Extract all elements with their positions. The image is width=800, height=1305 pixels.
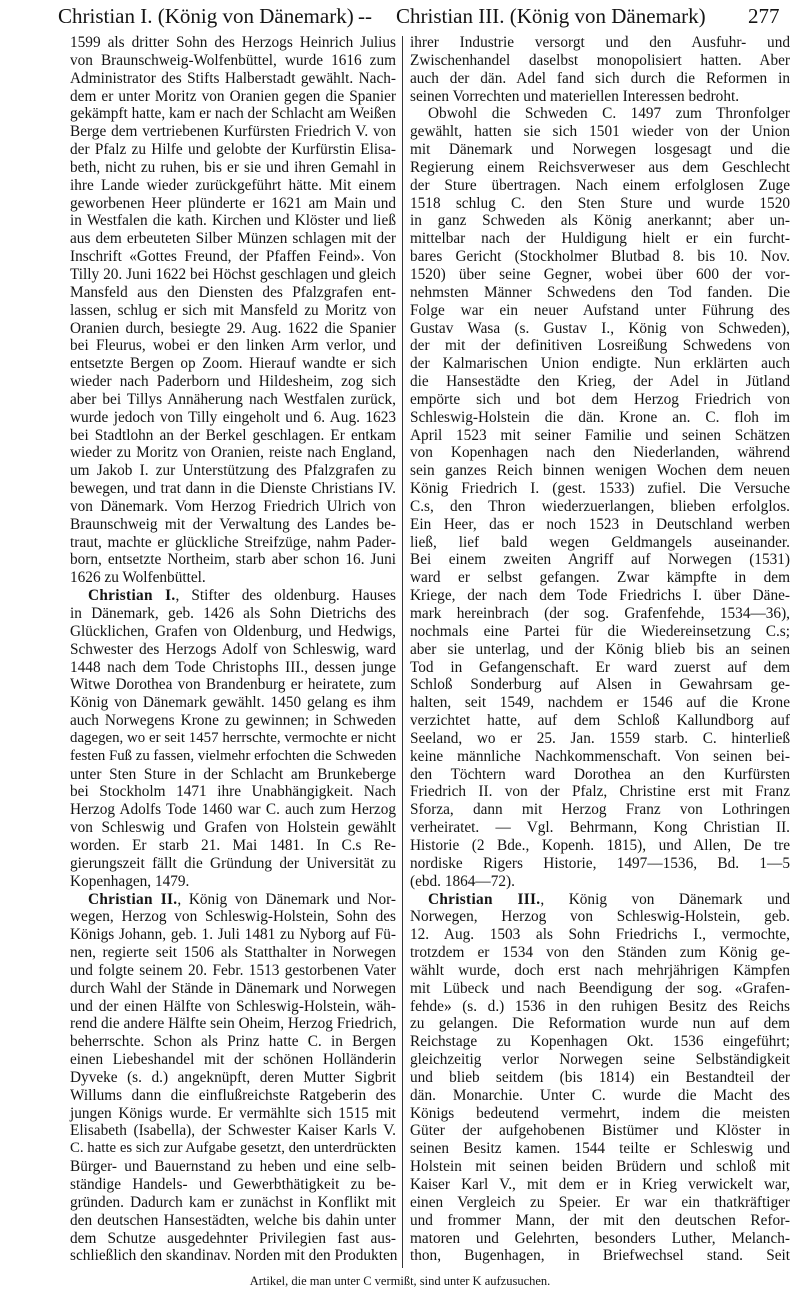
- line-text: König von Dänemark gewählt. 1450 gelang es ihm: [70, 694, 396, 712]
- text-line: [70, 70, 396, 88]
- line-text: einen Liebeshandel mit der schönen Holländerin: [70, 1051, 396, 1069]
- line-text: trotzdem er 1534 von den Ständen zum König ge-: [410, 944, 790, 962]
- text-line: [70, 1140, 396, 1158]
- page-footer-note: Artikel, die man unter C vermißt, sind unter K aufzusuchen.: [249, 1274, 551, 1288]
- line-text: der Kalmarischen Union endigte. Nun erklärten auch: [410, 355, 790, 373]
- line-text: nochmals eine Partei für die Wiedereinsetzung C.s;: [410, 622, 790, 640]
- line-text: in ganz Schweden als König anerkannt; aber un-: [410, 212, 790, 230]
- line-text: C.s, den Thron wiederzuerlangen, blieben erfolglos.: [410, 497, 790, 515]
- text-line: [70, 212, 396, 230]
- line-text: Gustav Wasa (s. Gustav I., König von Schweden),: [410, 319, 790, 337]
- text-line: [410, 1069, 790, 1087]
- line-text: thon, Bugenhagen, in Briefwechsel stand. Seit: [410, 1247, 790, 1265]
- text-line: [70, 195, 396, 213]
- text-line: [70, 302, 396, 320]
- text-line: [410, 676, 790, 694]
- line-text: aus dem erbeuteten Silber Münzen schlagen mit der: [70, 230, 396, 248]
- right-column: [410, 34, 790, 1265]
- line-text: in Westfalen die kath. Kirchen und Klöster und ließ: [70, 212, 396, 230]
- line-text: Norwegen, Herzog von Schleswig-Holstein, geb.: [410, 908, 790, 926]
- line-text: fehde» (s. d.) 1536 in den ruhigen Besitz des Reichs: [410, 997, 790, 1015]
- text-line: [70, 391, 396, 409]
- line-text: wieder nach Paderborn und Hildesheim, zog sich: [70, 373, 396, 391]
- text-line: [410, 1105, 790, 1123]
- text-line: [410, 730, 790, 748]
- text-line: [410, 819, 790, 837]
- line-text: nehmsten Männer Schwedens den Tod fanden. Die: [410, 283, 790, 301]
- line-text: nordiske Rigers Historie, 1497—1536, Bd. 1—5: [410, 854, 790, 872]
- text-line: [70, 1087, 396, 1105]
- line-text: einen Vergleich zu Speier. Er war ein thatkräftiger: [410, 1193, 790, 1211]
- text-line: [410, 534, 790, 552]
- column-divider: [402, 36, 403, 1268]
- text-line: [410, 230, 790, 248]
- line-text: dem Schutze ausgedehnter Privilegien fast aus-: [70, 1229, 396, 1247]
- line-text: Königs Johann, geb. 1. Juli 1481 zu Nyborg auf Fü-: [70, 926, 396, 944]
- line-text: Glücklichen, Grafen von Oldenburg, und Hedwigs,: [70, 622, 396, 640]
- line-text: zu gelangen. Die Reformation wurde nun auf dem: [410, 1015, 790, 1033]
- line-text: nen, regierte seit 1506 als Statthalter in Norwegen: [70, 944, 396, 962]
- text-line: [70, 641, 396, 659]
- text-line: [70, 534, 396, 552]
- line-text: wieder zu Moritz von Oranien, reiste nach England,: [70, 444, 396, 462]
- text-line: [70, 837, 396, 855]
- text-line: [410, 159, 790, 177]
- line-text: die Hansestädte den Krieg, der Adel in Jütland: [410, 373, 790, 391]
- entry-first-line: [70, 891, 396, 909]
- line-text: Regierung einem Reichsverweser aus dem Geschlecht: [410, 158, 790, 176]
- text-line: [70, 926, 396, 944]
- header-separator: --: [358, 4, 372, 28]
- line-text: Elisabeth (Isabella), der Schwester Kaiser Karls V.: [70, 1122, 396, 1140]
- text-line: [410, 105, 790, 123]
- line-text: , König von Dänemark und: [540, 890, 790, 908]
- line-text: schließlich den skandinav. Norden mit den Produkten: [70, 1247, 398, 1265]
- text-line: [410, 409, 790, 427]
- line-text: 1518 schlug C. den Sten Sture und wurde 1520: [410, 194, 790, 212]
- line-text: Kopenhagen, 1479.: [70, 872, 190, 890]
- text-line: [410, 52, 790, 70]
- line-text: Schwester des Herzogs Adolf von Schleswig, ward: [70, 640, 396, 658]
- line-text: Kaiser Karl V., mit dem er in Krieg verwickelt war,: [410, 1176, 790, 1193]
- left-column: [70, 34, 396, 1265]
- line-text: in Dänemark, geb. 1426 als Sohn Dietrichs des: [70, 605, 396, 622]
- text-line: [410, 587, 790, 605]
- text-line: [410, 748, 790, 766]
- text-line: [70, 730, 396, 748]
- text-line: [70, 88, 396, 106]
- line-text: Seeland, wo er 25. Jan. 1559 starb. C. hinterließ: [410, 729, 790, 747]
- text-line: [70, 694, 396, 712]
- text-line: [410, 837, 790, 855]
- line-text: entsetzte Bergen op Zoom. Hierauf wandte er sich: [70, 355, 396, 373]
- line-text: Holstein mit seinen beiden Brüdern und schloß mit: [410, 1158, 790, 1176]
- line-text: Kriege, der nach dem Tode Friedrichs I. über Däne-: [410, 587, 790, 605]
- text-line: [70, 498, 396, 516]
- text-line: [70, 1051, 396, 1069]
- line-text: von Braunschweig-Wolfenbüttel, wurde 1616 zum: [70, 51, 396, 69]
- text-line: [70, 1069, 396, 1087]
- text-line: [410, 551, 790, 569]
- text-line: [70, 105, 396, 123]
- text-line: [70, 569, 396, 587]
- text-line: [410, 177, 790, 195]
- text-line: [70, 1033, 396, 1051]
- line-text: 1448 nach dem Tode Christophs III., dessen junge: [70, 658, 396, 676]
- line-text: und folgte seinem 20. Febr. 1513 gestorbenen Vater: [70, 961, 396, 979]
- text-line: [410, 266, 790, 284]
- line-text: ihrer Industrie versorgt und den Ausfuhr- und: [410, 34, 790, 51]
- text-line: [70, 266, 396, 284]
- line-text: rend die andere Hälfte sein Oheim, Herzog Friedrich,: [70, 1015, 397, 1033]
- line-text: gründen. Dadurch kam er zunächst in Konflikt mit: [70, 1193, 396, 1211]
- text-line: [70, 1015, 396, 1033]
- header-right-title: Christian III. (König von Dänemark): [396, 4, 706, 28]
- line-text: worden. Er starb 21. Mai 1481. In C.s Re-: [70, 836, 396, 854]
- line-text: 1626 zu Wolfenbüttel.: [70, 569, 206, 587]
- text-line: [410, 70, 790, 88]
- line-text: dagegen, wo er seit 1457 herrschte, vermochte er nicht: [70, 729, 396, 746]
- text-line: [410, 1087, 790, 1105]
- text-line: [70, 337, 396, 355]
- line-text: matoren und Gelehrten, besonders Luther, Melanch-: [410, 1229, 790, 1247]
- text-line: [410, 462, 790, 480]
- text-line: [410, 801, 790, 819]
- text-line: [410, 641, 790, 659]
- line-text: Folge war ein neuer Aufstand unter Führung des: [410, 301, 790, 319]
- text-line: [70, 766, 396, 784]
- text-line: [410, 1212, 790, 1230]
- line-text: 1599 als dritter Sohn des Herzogs Heinrich Julius: [70, 34, 396, 51]
- text-line: [70, 1194, 396, 1212]
- text-line: [410, 783, 790, 801]
- line-text: Inschrift «Gottes Freund, der Pfaffen Feind». Von: [70, 248, 396, 266]
- line-text: Ein Heer, das er noch 1523 in Deutschland werben: [410, 515, 790, 533]
- text-line: [70, 748, 396, 766]
- line-text: born, entsetzte Northeim, starb aber schon 16. Juni: [70, 551, 396, 569]
- line-text: gewählt, hatten sie sich 1501 wieder von der Union: [410, 123, 790, 141]
- text-line: [410, 123, 790, 141]
- text-line: [410, 1158, 790, 1176]
- line-text: geworbenen Heer plünderte er 1621 am Main und: [70, 194, 396, 212]
- line-text: wegen, Herzog von Schleswig-Holstein, Sohn des: [70, 908, 396, 926]
- line-text: ließ, lief bald wegen Geldmangels auseinander.: [410, 533, 790, 551]
- text-line: [70, 801, 396, 819]
- line-text: mit Lübeck und nach Beendigung der sog. «Grafen-: [410, 979, 790, 997]
- entry-first-line: [70, 587, 396, 605]
- text-line: [410, 302, 790, 320]
- line-text: mit Dänemark und Norwegen losgesagt und die: [410, 141, 790, 159]
- line-text: Braunschweig mit der Verwaltung des Landes be-: [70, 515, 396, 533]
- text-line: [410, 337, 790, 355]
- line-text: und frommer Mann, der mit den deutschen Refor-: [410, 1211, 790, 1229]
- line-text: wurde jedoch von Tilly eingeholt und 6. Aug. 1623: [70, 408, 396, 426]
- text-line: [410, 373, 790, 391]
- text-line: [70, 320, 396, 338]
- text-line: [410, 623, 790, 641]
- line-text: Königs bedeutend vermehrt, indem die meisten: [410, 1104, 790, 1122]
- text-line: [410, 1051, 790, 1069]
- line-text: Bürger- und Bauernstand zu heben und eine selb-: [70, 1158, 396, 1176]
- text-line: [70, 34, 396, 52]
- line-text: den Töchtern ward Dorothea an den Kurfürsten: [410, 765, 790, 783]
- line-text: bei Stadtlohn an der Berkel geschlagen. Er entkam: [70, 426, 396, 444]
- line-text: von Dänemark. Vom Herzog Friedrich Ulrich von: [70, 497, 396, 515]
- text-line: [410, 427, 790, 445]
- text-line: [70, 873, 396, 891]
- entry-headword: Christian I.: [88, 587, 176, 605]
- line-text: Dyveke (s. d.) angeknüpft, deren Mutter Sigbrit: [70, 1068, 396, 1086]
- line-text: dän. Monarchie. Unter C. wurde die Macht des: [410, 1086, 790, 1104]
- line-text: beherrschte. Schon als Prinz hatte C. in Bergen: [70, 1033, 396, 1051]
- line-text: auch der dän. Adel fand sich durch die Reformen in: [410, 69, 790, 87]
- text-line: [410, 962, 790, 980]
- line-text: und der einen Hälfte von Schleswig-Holstein, wäh-: [70, 997, 396, 1015]
- line-text: jungen Königs wurde. Er vermählte sich 1515 mit: [70, 1104, 396, 1122]
- text-line: [410, 855, 790, 873]
- line-text: gleichzeitig verlor Norwegen seine Selbständigkeit: [410, 1051, 790, 1069]
- text-line: [70, 230, 396, 248]
- line-text: aber bei Tillys Annäherung nach Westfalen zurück,: [70, 390, 396, 408]
- text-line: [70, 819, 396, 837]
- line-text: lassen, schlug er sich mit Mansfeld zu Moritz von: [70, 301, 396, 319]
- line-text: Reichstage zu Kopenhagen Okt. 1536 eingeführt;: [410, 1033, 790, 1051]
- line-text: C. hatte es sich zur Aufgabe gesetzt, den unterdrückten: [70, 1140, 397, 1157]
- entry-first-line: [410, 891, 790, 909]
- text-line: [410, 498, 790, 516]
- text-line: [70, 427, 396, 445]
- text-line: [410, 766, 790, 784]
- entry-headword: Christian III.: [428, 890, 541, 908]
- text-line: [410, 1033, 790, 1051]
- text-line: [410, 712, 790, 730]
- text-line: [70, 480, 396, 498]
- text-line: [70, 1247, 396, 1265]
- line-text: 12. Aug. 1503 als Sohn Friedrichs I., vermochte,: [410, 926, 790, 944]
- text-line: [410, 1176, 790, 1194]
- line-text: Herzog Adolfs Tode 1460 war C. auch zum Herzog: [70, 801, 396, 819]
- text-line: [70, 373, 396, 391]
- text-line: [70, 659, 396, 677]
- text-line: [410, 1140, 790, 1158]
- line-text: Bei einem zweiten Angriff auf Norwegen (1531): [410, 551, 790, 569]
- line-text: Schleswig-Holstein die dän. Krone an. C. floh im: [410, 408, 790, 426]
- line-text: Berge dem vertriebenen Kurfürsten Friedrich V. von: [70, 123, 396, 141]
- text-line: [70, 998, 396, 1016]
- text-line: [410, 944, 790, 962]
- text-line: [70, 141, 396, 159]
- text-line: [70, 177, 396, 195]
- line-text: Schloß Sonderburg auf Alsen in Gewahrsam ge-: [410, 676, 790, 694]
- text-line: [70, 409, 396, 427]
- text-line: [410, 659, 790, 677]
- line-text: bewegen, und trat dann in die Dienste Christians IV.: [70, 480, 396, 498]
- line-text: von Kopenhagen nach den Niederlanden, während: [410, 444, 790, 462]
- text-line: [70, 444, 396, 462]
- line-text: von Schleswig und Grafen von Holstein gewählt: [70, 819, 396, 837]
- line-text: keine männliche Nachkommenschaft. Von seinen bei-: [410, 747, 790, 765]
- line-text: gierungszeit fällt die Gründung der Universität zu: [70, 854, 396, 872]
- line-text: wählt wurde, doch erst nach mehrjährigen Kämpfen: [410, 961, 790, 979]
- line-text: verzichtet hatte, auf dem Schloß Kallundborg auf: [410, 712, 790, 730]
- text-line: [410, 1194, 790, 1212]
- line-text: der mit der definitiven Losreißung Schwedens von: [410, 337, 790, 355]
- line-text: Zwischenhandel daselbst monopolisiert hatten. Aber: [410, 51, 790, 69]
- line-text: Sforza, dann mit Herzog Franz von Lothringen: [410, 801, 790, 819]
- entry-headword: Christian II.: [88, 890, 178, 908]
- text-line: [410, 873, 790, 891]
- line-text: sein ganzes Reich binnen wenigen Wochen dem neuen: [410, 462, 790, 480]
- line-text: beth, nicht zu ruhen, bis er sie und ihren Gemahl in: [70, 158, 396, 176]
- text-line: [410, 569, 790, 587]
- line-text: empörte sich und bot dem Herzog Friedrich von: [410, 390, 790, 408]
- text-line: [70, 605, 396, 623]
- text-line: [70, 551, 396, 569]
- text-line: [410, 248, 790, 266]
- text-line: [70, 159, 396, 177]
- text-line: [70, 52, 396, 70]
- text-line: [70, 980, 396, 998]
- line-text: ihre Lande wieder zurückgeführt hätte. Mit einem: [70, 176, 396, 194]
- line-text: der Pfalz zu Hilfe und gelobte der Kurfürstin Elisa-: [70, 141, 396, 159]
- text-line: [70, 623, 396, 641]
- line-text: aber sie unterlag, und der König blieb bis an seinen: [410, 640, 790, 658]
- text-line: [70, 248, 396, 266]
- text-line: [410, 391, 790, 409]
- line-text: Mansfeld aus den Diensten des Pfalzgrafen ent-: [70, 283, 396, 301]
- line-text: halten, seit 1549, nachdem er 1546 auf die Krone: [410, 694, 790, 712]
- header-left-title: Christian I. (König von Dänemark): [58, 4, 354, 28]
- line-text: seinen Besitz kamen. 1544 teilte er Schleswig und: [410, 1140, 790, 1158]
- text-line: [410, 444, 790, 462]
- line-text: Güter der aufgehobenen Bistümer und Klöster in: [410, 1122, 790, 1140]
- text-line: [70, 855, 396, 873]
- text-line: [70, 1122, 396, 1140]
- line-text: bares Gericht (Stockholmer Blutbad 8. bis 10. Nov.: [410, 248, 790, 266]
- line-text: um Jakob I. zur Unterstützung des Pfalzgrafen zu: [70, 462, 396, 480]
- text-line: [410, 320, 790, 338]
- line-text: Witwe Dorothea von Brandenburg er heiratete, zum: [70, 676, 396, 694]
- line-text: ständige Handels- und Gewerbthätigkeit zu be-: [70, 1176, 396, 1193]
- text-line: [70, 1212, 396, 1230]
- text-line: [70, 1158, 396, 1176]
- line-text: (ebd. 1864—72).: [410, 872, 515, 890]
- line-text: Obwohl die Schweden C. 1497 zum Thronfolger: [428, 105, 790, 123]
- text-line: [70, 355, 396, 373]
- line-text: mark hereinbrach (der sog. Grafenfehde, 1534—36),: [410, 605, 790, 622]
- line-text: Administrator des Stifts Halberstadt gewählt. Nach-: [70, 69, 396, 87]
- text-line: [410, 480, 790, 498]
- text-line: [70, 962, 396, 980]
- text-line: [410, 355, 790, 373]
- line-text: auch Norwegens Krone zu gewinnen; in Schweden: [70, 712, 396, 730]
- text-line: [410, 516, 790, 534]
- line-text: und blieb seitdem (bis 1814) ein Bestandteil der: [410, 1068, 790, 1086]
- line-text: bei Fleurus, wobei er den linken Arm verlor, und: [70, 337, 396, 355]
- text-line: [410, 908, 790, 926]
- line-text: durch Wahl der Stände in Dänemark und Norwegen: [70, 979, 396, 997]
- text-line: [410, 195, 790, 213]
- line-text: gekämpft hatte, kam er nach der Schlacht am Weißen: [70, 105, 396, 123]
- line-text: Tod in Gefangenschaft. Er ward zuerst auf dem: [410, 658, 790, 676]
- line-text: 1520) über seine Gegner, wobei über 600 der vor-: [410, 265, 790, 283]
- line-text: traut, machte er glückliche Streifzüge, nahm Pader-: [70, 533, 396, 551]
- text-line: [410, 980, 790, 998]
- line-text: verheiratet. — Vgl. Behrmann, Kong Christian II.: [410, 819, 790, 837]
- line-text: bei Stockholm 1471 ihre Unabhängigkeit. Nach: [70, 783, 396, 801]
- text-line: [70, 783, 396, 801]
- line-text: mittelbar nach der Huldigung hielt er ein furcht-: [410, 230, 790, 248]
- text-line: [410, 212, 790, 230]
- line-text: Willums dann die einflußreichste Ratgeberin des: [70, 1086, 396, 1104]
- running-header: [0, 4, 800, 30]
- line-text: Tilly 20. Juni 1622 bei Höchst geschlagen und gleich: [70, 265, 396, 283]
- line-text: König Friedrich I. (gest. 1533) zufiel. Die Versuche: [410, 480, 790, 498]
- text-line: [410, 694, 790, 712]
- text-line: [70, 712, 396, 730]
- text-line: [410, 605, 790, 623]
- text-line: [70, 284, 396, 302]
- text-line: [410, 1122, 790, 1140]
- text-line: [70, 1176, 396, 1194]
- line-text: Oranien durch, besiegte 29. Aug. 1622 die Spanier: [70, 319, 396, 337]
- line-text: , Stifter des oldenburg. Hauses: [175, 587, 396, 605]
- text-line: [410, 88, 790, 106]
- line-text: seinen Vorrechten und materiellen Interessen bedroht.: [410, 87, 740, 105]
- text-line: [70, 123, 396, 141]
- text-line: [70, 944, 396, 962]
- line-text: ward er selbst gefangen. Zwar kämpfte in dem: [410, 569, 790, 587]
- text-line: [70, 1105, 396, 1123]
- text-line: [410, 998, 790, 1016]
- text-line: [70, 462, 396, 480]
- page-number: 277: [748, 4, 780, 28]
- line-text: Historie (2 Bde., Kopenh. 1815), und Allen, De tre: [410, 836, 790, 854]
- line-text: Friedrich II. von der Pfalz, Christine erst mit Franz: [410, 783, 790, 801]
- text-line: [410, 1015, 790, 1033]
- text-line: [410, 926, 790, 944]
- line-text: dem er unter Moritz von Oranien gegen die Spanier: [70, 87, 396, 105]
- line-text: April 1523 mit seiner Familie und seinen Schätzen: [410, 426, 790, 444]
- text-line: [70, 908, 396, 926]
- text-line: [70, 516, 396, 534]
- line-text: der Sture übertragen. Nach einem erfolglosen Zuge: [410, 176, 790, 194]
- line-text: , König von Dänemark und Nor-: [177, 890, 396, 908]
- text-line: [410, 34, 790, 52]
- text-line: [70, 1230, 396, 1248]
- text-line: [410, 284, 790, 302]
- text-line: [410, 1230, 790, 1248]
- line-text: unter Sten Sture in der Schlacht am Brunkeberge: [70, 765, 396, 783]
- line-text: den deutschen Hansestädten, welche bis dahin unter: [70, 1211, 396, 1229]
- line-text: festen Fuß zu fassen, vielmehr erfochten die Schweden: [70, 747, 397, 764]
- text-line: [410, 1247, 790, 1265]
- text-line: [410, 141, 790, 159]
- text-line: [70, 676, 396, 694]
